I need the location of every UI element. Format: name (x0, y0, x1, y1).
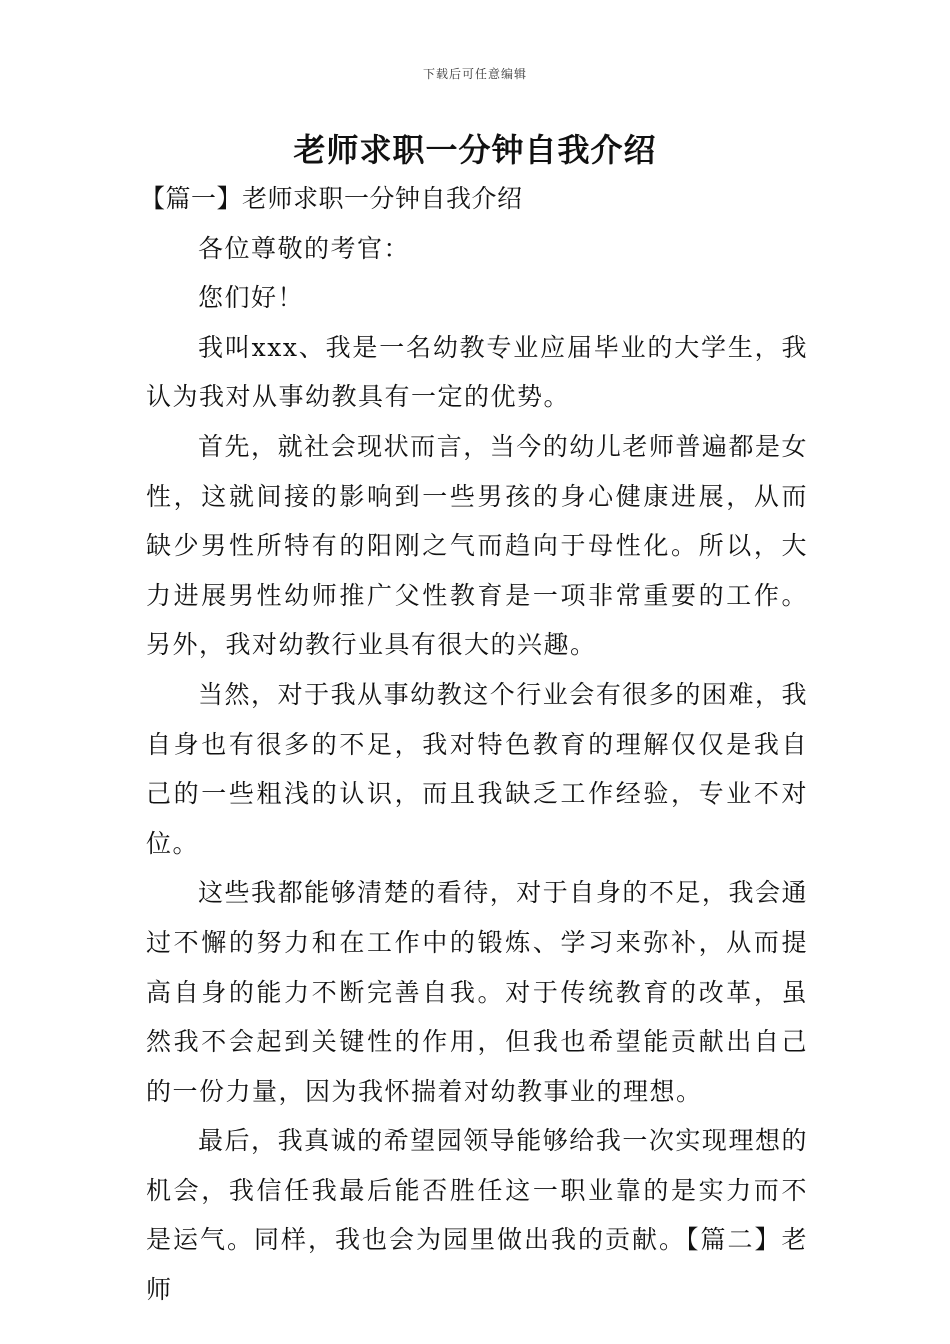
paragraph-introduction: 我叫xxx、我是一名幼教专业应届毕业的大学生，我认为我对从事幼教具有一定的优势。 (146, 332, 808, 412)
paragraph-improvement: 这些我都能够清楚的看待，对于自身的不足，我会通过不懈的努力和在工作中的锻炼、学习来弥补，从而提高自身的能力不断完善自我。对于传统教育的改革，虽然我不会起到关键性的作用，但我也希望能贡献出自己的一份力量，因为我怀揣着对幼教事业的理想。 (146, 878, 808, 1106)
paragraph-greeting: 各位尊敬的考官： (198, 233, 411, 263)
document-body (140, 174, 808, 1315)
paragraph-difficulties: 当然，对于我从事幼教这个行业会有很多的困难，我自身也有很多的不足，我对特色教育的理解仅仅是我自己的一些粗浅的认识，而且我缺乏工作经验，专业不对位。 (146, 679, 808, 858)
paragraph-closing: 最后，我真诚的希望园领导能够给我一次实现理想的机会，我信任我最后能否胜任这一职业靠的是实力而不是运气。同样，我也会为园里做出我的贡献。【篇二】老师 (146, 1126, 808, 1305)
section-heading: 【篇一】老师求职一分钟自我介绍 (140, 184, 523, 213)
document-title: 老师求职一分钟自我介绍 (293, 131, 657, 169)
paragraph-advantage: 首先，就社会现状而言，当今的幼儿老师普遍都是女性，这就间接的影响到一些男孩的身心健康进展，从而缺少男性所特有的阳刚之气而趋向于母性化。所以，大力进展男性幼师推广父性教育是一项非常重要的工作。另外，我对幼教行业具有很大的兴趣。 (146, 431, 808, 660)
paragraph-salutation: 您们好！ (198, 283, 305, 313)
header-note: 下载后可任意编辑 (422, 67, 527, 81)
